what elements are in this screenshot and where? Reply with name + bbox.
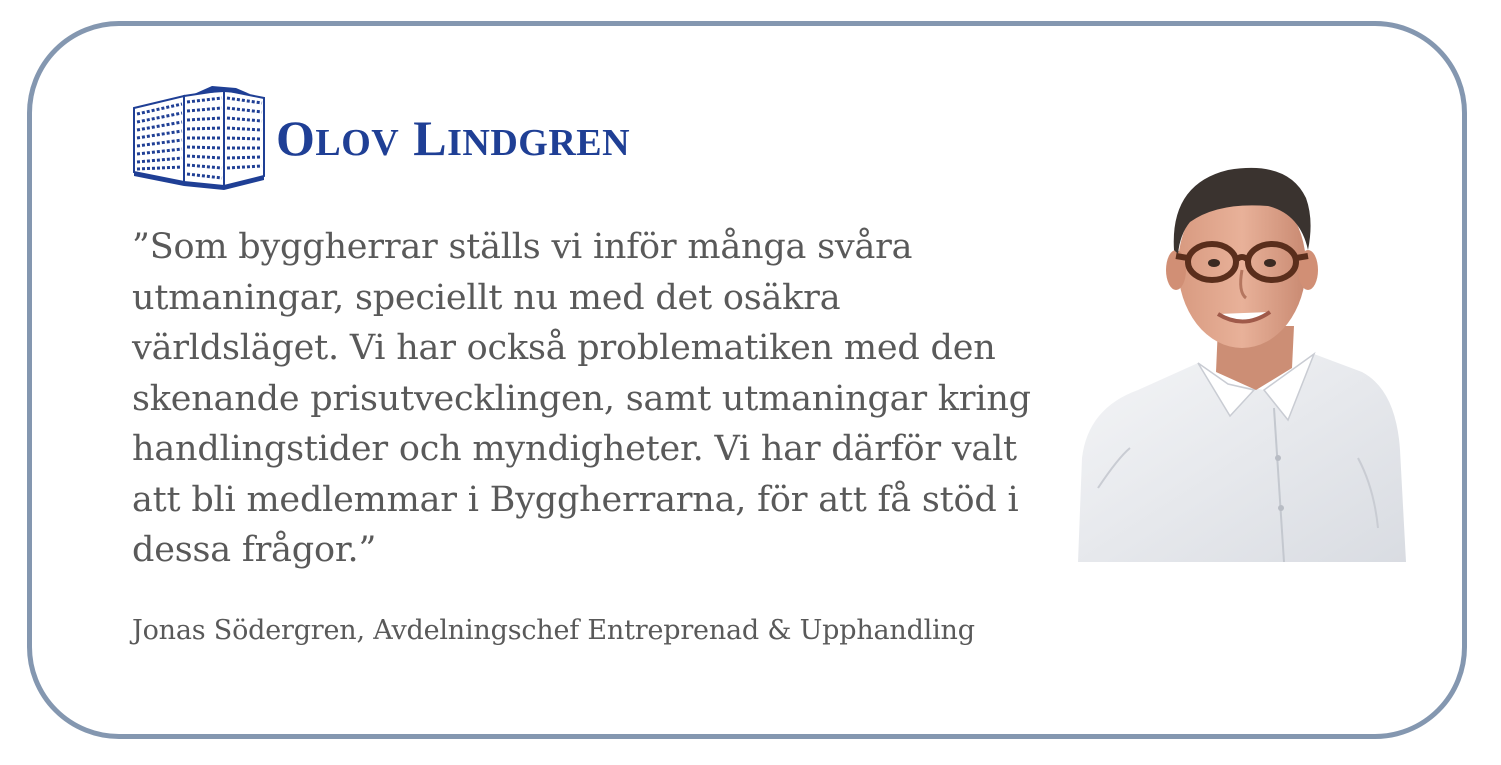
logo-word-lindgren: INDGREN — [447, 122, 631, 164]
quote-line: handlingstider och myndigheter. Vi har därför valt — [132, 429, 1017, 469]
quote-line: skenande prisutvecklingen, samt utmaningar kring — [132, 378, 1031, 419]
quote-line: att bli medlemmar i Byggherrarna, för att få stöd i — [132, 479, 1019, 520]
testimonial-quote — [132, 222, 1062, 576]
logo-wordmark — [276, 112, 630, 169]
quote-line: världsläget. Vi har också problematiken med den — [132, 328, 996, 368]
logo-initial-o: O — [276, 110, 316, 166]
quote-line: utmaningar, speciellt nu med det osäkra — [132, 277, 841, 318]
olov-lindgren-logo — [132, 86, 631, 190]
quote-line: dessa frågor.” — [132, 530, 377, 570]
building-logo-icon — [132, 86, 266, 190]
quote-attribution: Jonas Södergren, Avdelningschef Entreprenad & Upphandling — [132, 615, 975, 646]
logo-word-olov: LOV — [315, 122, 400, 164]
logo-initial-l: L — [413, 110, 448, 166]
quote-line: ”Som byggherrar ställs vi inför många svåra — [132, 227, 913, 267]
portrait-photo — [1078, 158, 1406, 562]
